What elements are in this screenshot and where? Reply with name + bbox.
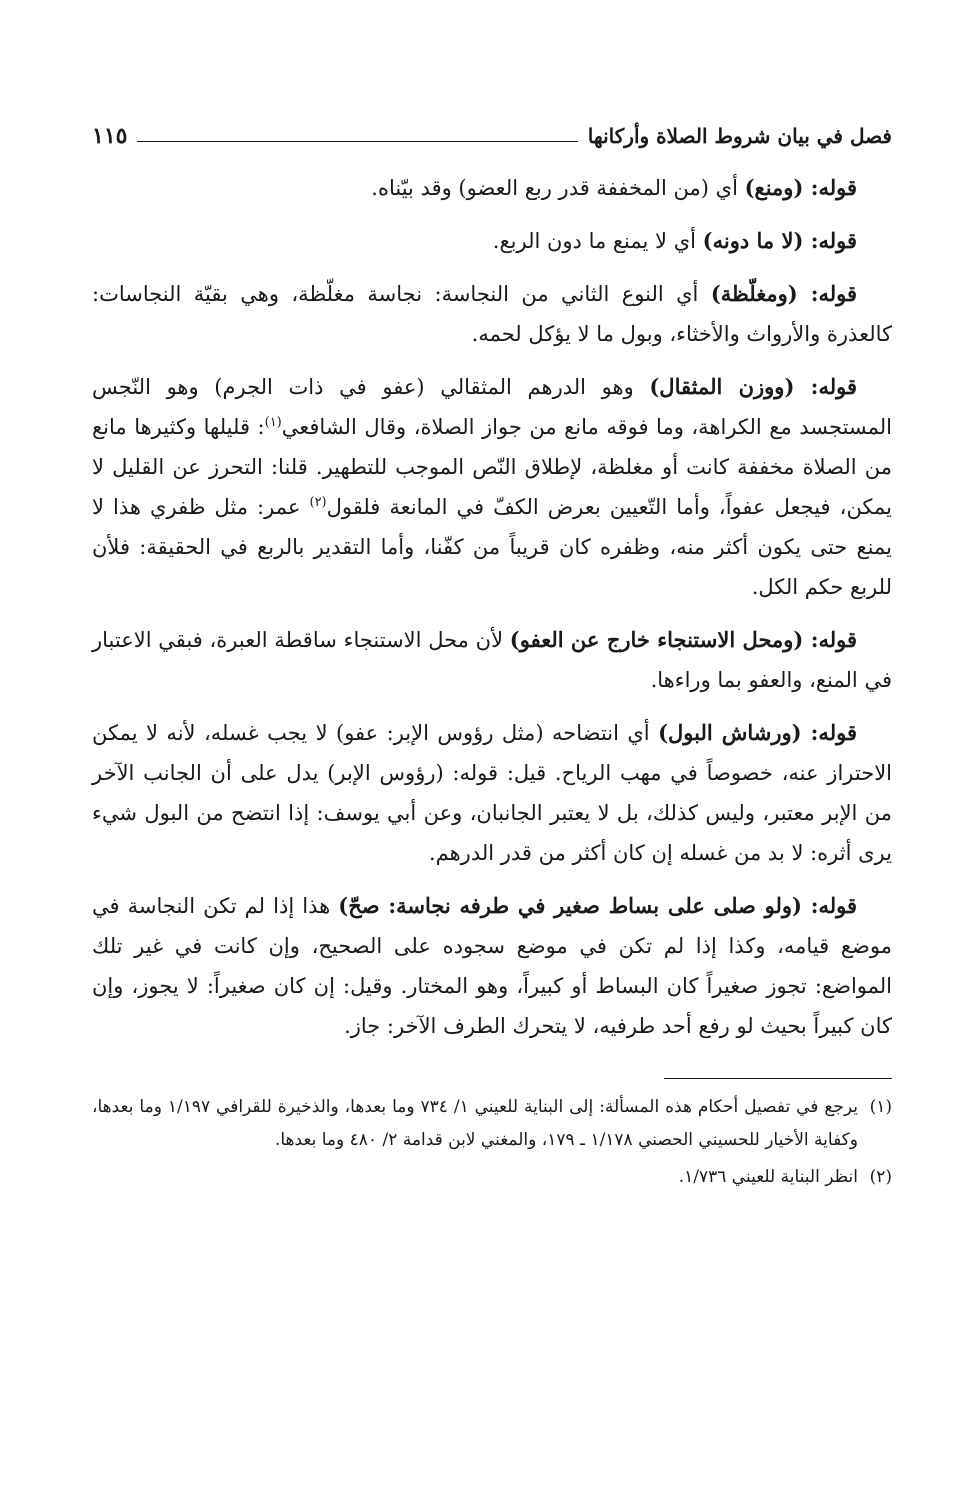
paragraph-text: أي (من المخففة قدر ربع العضو) وقد بيّناه. [371,176,745,200]
paragraph-text: أي النوع الثاني من النجاسة: نجاسة مغلّظة، وهي بقيّة النجاسات: كالعذرة والأرواث والأخثاء، وبول ما لا يؤكل لحمه. [92,282,892,346]
paragraph [92,367,892,607]
page-number: ١١٥ [92,123,128,149]
page-header [92,118,892,154]
paragraph [92,168,892,208]
paragraph-text: : قليلها وكثيرها مانع من الصلاة مخففة كانت أو مغلظة، لإطلاق النّص الموجب للتطهير. قلنا: التحرز عن القليل لا يمكن، فيجعل عفواً، وأما التّعيين بعرض الكفّ في المانعة فلقول [92,415,893,519]
paragraph-lead: قوله: (ورشاش البول) [658,720,857,745]
footnote-number: (٢) [869,1167,892,1187]
paragraph-lead: قوله: (ومحل الاستنجاء خارج عن العفو) [509,627,857,652]
paragraph-text: أي انتضاحه (مثل رؤوس الإبر: عفو) لا يجب غسله، لأنه لا يمكن الاحتراز عنه، خصوصاً في مهب الرياح. قيل: قوله: (رؤوس الإبر) يدل على أن الجانب الآخر من الإبر معتبر، وليس كذلك، بل لا يعتبر الجانبان، وعن أبي يوسف: إذا انتضح من البول شيء يرى أثره: لا بد من غسله إن كان أكثر من قدر الدرهم. [92,721,892,865]
paragraph-lead: قوله: (لا ما دونه) [702,228,857,253]
book-page [92,118,892,1198]
footnote [92,1161,892,1194]
footnote [92,1091,892,1157]
paragraph-text: هذا إذا لم تكن النجاسة في موضع قيامه، وكذا إذا لم تكن في موضع سجوده على الصحيح، وإن كانت في غير تلك المواضع: تجوز صغيراً كان البساط أو كبيراً، وهو المختار. وقيل: إن كان صغيراً: لا يجوز، وإن كان كبيراً بحيث لو رفع أحد طرفيه، لا يتحرك الطرف الآخر: جاز. [92,894,892,1038]
paragraph-lead: قوله: (ومنع) [744,175,857,200]
paragraph [92,886,892,1046]
paragraph-lead: قوله: (ولو صلى على بساط صغير في طرفه نجاسة: صحّ) [338,893,857,918]
paragraph-lead: قوله: (ومغلّظة) [710,281,858,306]
footnote-ref[interactable]: (١) [264,415,282,430]
paragraph-text: وهو الدرهم المثقالي (عفو في ذات الجرم) وهو النّجس المستجسد مع الكراهة، وما فوقه مانع من جواز الصلاة، وقال الشافعي [92,375,893,439]
footnote-text: انظر البناية للعيني ١/٧٣٦. [678,1167,858,1187]
footnotes [92,1091,892,1194]
footnote-text: يرجع في تفصيل أحكام هذه المسألة: إلى البناية للعيني ١/ ٧٣٤ وما بعدها، والذخيرة للقرافي ١/١٩٧ وما بعدها، وكفاية الأخيار للحسيني الحصني ١/١٧٨ ـ ١٧٩، والمغني لابن قدامة ٢/ ٤٨٠ وما بعدها. [92,1097,858,1150]
paragraph [92,713,892,873]
footnote-ref[interactable]: (٢) [309,495,327,510]
paragraph-text: لأن محل الاستنجاء ساقطة العبرة، فبقي الاعتبار في المنع، والعفو بما وراءها. [92,628,892,692]
running-title: فصل في بيان شروط الصلاة وأركانها [587,124,892,148]
paragraph-lead: قوله: (ووزن المثقال) [649,374,857,399]
paragraph [92,274,892,354]
paragraph [92,221,892,261]
header-rule [137,141,577,142]
footnote-number: (١) [869,1097,892,1117]
paragraph-text: أي لا يمنع ما دون الربع. [492,229,703,253]
paragraph-text: عمر: مثل ظفري هذا لا يمنع حتى يكون أكثر منه، وظفره كان قريباً من كفّنا، وأما التقدير بالربع في الحقيقة: فلأن للربع حكم الكل. [92,495,892,599]
paragraph [92,620,892,700]
footnote-separator [664,1078,892,1079]
body-text [92,168,892,1046]
